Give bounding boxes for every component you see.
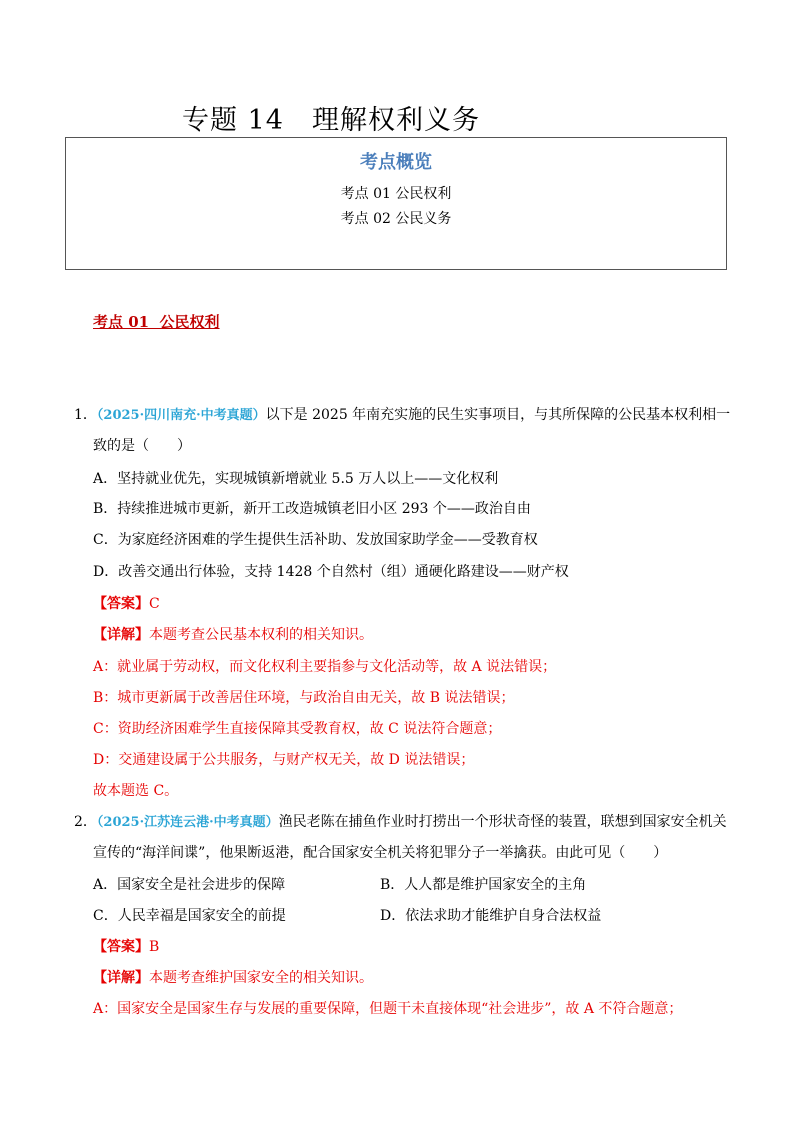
- question-1-option-c: C．为家庭经济困难的学生提供生活补助、发放国家助学金——受教育权: [93, 532, 538, 548]
- question-2-analysis-a: A：国家安全是国家生存与发展的重要保障，但题干未直接体现“社会进步”，故 A 不符合题意；: [93, 1001, 683, 1017]
- detail-tag: 【详解】: [93, 627, 149, 643]
- detail-tag: 【详解】: [93, 970, 149, 986]
- question-1-detail: [93, 624, 373, 644]
- question-1-stem-line2: 致的是（ ）: [93, 438, 191, 454]
- question-1-analysis-b: B：城市更新属于改善居住环境，与政治自由无关，故 B 说法错误；: [93, 690, 515, 706]
- question-1-source: （2025·四川南充·中考真题）: [96, 408, 266, 423]
- question-2-option-b: B．人人都是维护国家安全的主角: [380, 877, 587, 893]
- question-1-analysis-c: C：资助经济困难学生直接保障其受教育权，故 C 说法符合题意；: [93, 721, 502, 737]
- question-1-option-b: B．持续推进城市更新，新开工改造城镇老旧小区 293 个——政治自由: [93, 501, 531, 517]
- answer-tag: 【答案】: [93, 596, 149, 612]
- question-2-detail: [93, 967, 373, 987]
- answer-value: C: [149, 596, 160, 612]
- overview-box: [65, 137, 727, 270]
- question-1-analysis-a: A：就业属于劳动权，而文化权利主要指参与文化活动等，故 A 说法错误；: [93, 659, 557, 675]
- detail-text: 本题考查公民基本权利的相关知识。: [149, 627, 373, 643]
- question-2-answer: [93, 936, 159, 956]
- answer-tag: 【答案】: [93, 939, 149, 955]
- question-1-conclusion: 故本题选 C。: [93, 783, 179, 799]
- answer-value: B: [149, 939, 160, 955]
- question-1-analysis-d: D：交通建设属于公共服务，与财产权无关，故 D 说法错误；: [93, 752, 475, 768]
- overview-title: 考点概览: [360, 152, 432, 173]
- question-2-option-a: A．国家安全是社会进步的保障: [93, 877, 286, 893]
- question-1-stem: [74, 404, 730, 424]
- question-1-option-a: A．坚持就业优先，实现城镇新增就业 5.5 万人以上——文化权利: [93, 471, 499, 487]
- overview-item-1: 考点 01 公民权利: [340, 186, 452, 202]
- question-2-option-c: C．人民幸福是国家安全的前提: [93, 908, 286, 924]
- question-2-stem: [74, 811, 727, 831]
- question-2-number: 2．: [74, 814, 97, 830]
- detail-text: 本题考查维护国家安全的相关知识。: [149, 970, 373, 986]
- question-1-number: 1．: [74, 407, 97, 423]
- question-2-stem-line2: 宣传的“海洋间谍”，他果断返港，配合国家安全机关将犯罪分子一举擒获。由此可见（ ）: [93, 845, 668, 861]
- page-title: 专题 14 理解权利义务: [182, 105, 480, 136]
- section-title-rights: 考点 01 公民权利: [93, 313, 220, 331]
- question-1-stem-line1: 以下是 2025 年南充实施的民生实事项目，与其所保障的公民基本权利相一: [265, 407, 731, 423]
- question-2-source: （2025·江苏连云港·中考真题）: [96, 815, 279, 830]
- question-2-option-d: D．依法求助才能维护自身合法权益: [380, 908, 602, 924]
- question-1-answer: [93, 593, 160, 613]
- question-2-stem-line1: 渔民老陈在捕鱼作业时打捞出一个形状奇怪的装置，联想到国家安全机关: [278, 814, 727, 830]
- question-1-option-d: D．改善交通出行体验，支持 1428 个自然村（组）通硬化路建设——财产权: [93, 564, 569, 580]
- overview-item-2: 考点 02 公民义务: [340, 211, 452, 227]
